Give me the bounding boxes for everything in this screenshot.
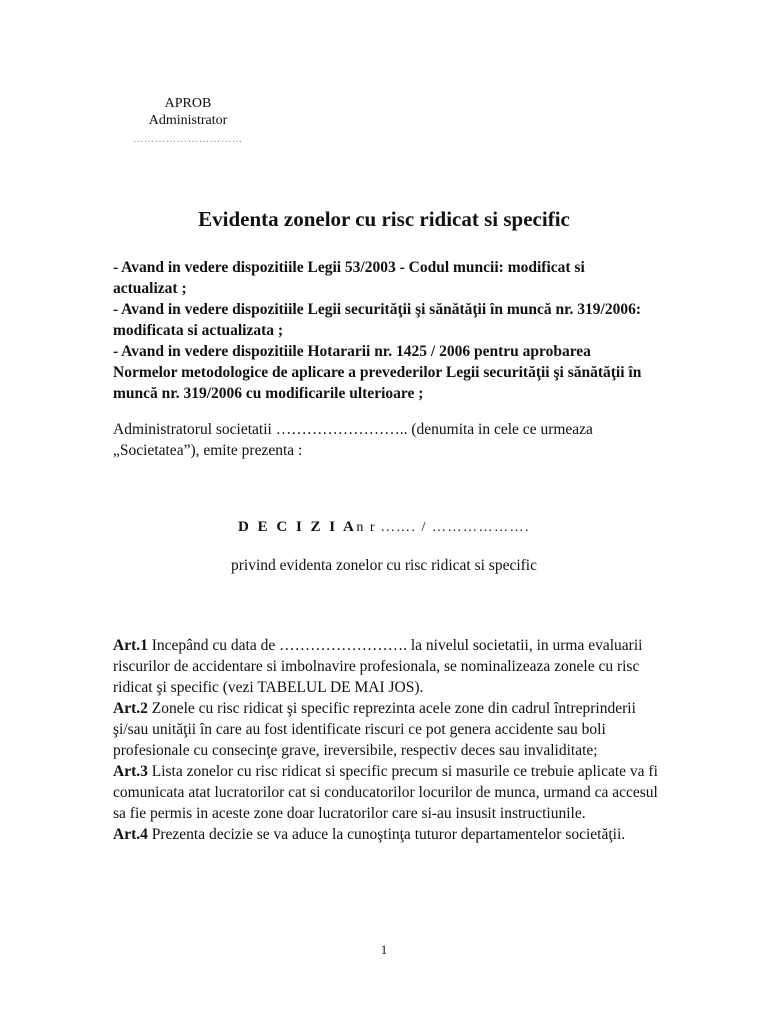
article-label: Art.2 (113, 700, 148, 717)
article-4 (113, 824, 658, 845)
article-text: Incepând cu data de ……………………. la nivelul societatii, in urma evaluarii riscurilor de accidentare si imbolnavire profesionala, se nominalizeaza zonele cu risc ridicat şi specific (vezi TABELUL DE MAI JOS). (113, 637, 643, 696)
article-label: Art.3 (113, 763, 148, 780)
preamble (113, 257, 653, 404)
decision-number: n r ...…. / ………………. (356, 520, 530, 535)
preamble-item: - Avand in vedere dispozitiile Legii 53/2003 - Codul muncii: modificat si actualizat ; (113, 259, 585, 297)
decision-heading (0, 519, 768, 536)
administrator-text: Administratorul societatii …………………….. (denumita in cele ce urmeaza „Societatea”), emite prezenta : (113, 421, 593, 459)
signature-line: ………………………… (133, 134, 243, 145)
preamble-item: - Avand in vedere dispozitiile Hotararii nr. 1425 / 2006 pentru aprobarea Normelor metodologice de aplicare a prevederilor Legii securităţii şi sănătăţii în muncă nr. 319/2006 cu modificarile ulterioare ; (113, 343, 642, 402)
decision-subtitle: privind evidenta zonelor cu risc ridicat si specific (230, 557, 537, 574)
article-2 (113, 698, 658, 761)
approve-label: APROB (164, 96, 212, 111)
page-number: 1 (380, 942, 388, 957)
article-label: Art.4 (113, 826, 148, 843)
article-3 (113, 761, 658, 824)
approval-block (113, 95, 263, 146)
article-label: Art.1 (113, 637, 148, 654)
document-title: Evidenta zonelor cu risc ridicat si specific (198, 207, 570, 231)
administrator-paragraph (113, 419, 653, 461)
article-1 (113, 635, 658, 698)
preamble-item: - Avand in vedere dispozitiile Legii securităţii şi sănătăţii în muncă nr. 319/2006: modificata si actualizata ; (113, 301, 642, 339)
article-text: Lista zonelor cu risc ridicat si specific precum si masurile ce trebuie aplicate va fi comunicata atat lucratorilor cat si conducatorilor locurilor de munca, urmand ca accesul sa fie permis in aceste zone doar lucratorilor care si-au insusit instructiunile. (113, 763, 658, 822)
article-text: Zonele cu risc ridicat şi specific reprezinta acele zone din cadrul întreprinderii şi/sau unităţii în care au fost identificate riscuri ce pot genera accidente sau boli profesionale cu consecinţe grave, ireversibile, respectiv deces sau invaliditate; (113, 700, 636, 759)
approver-role: Administrator (148, 113, 228, 128)
decision-title: D E C I Z I A (238, 519, 357, 535)
article-text: Prezenta decizie se va aduce la cunoştinţa tuturor departamentelor societăţii. (147, 826, 626, 843)
articles (113, 635, 658, 845)
